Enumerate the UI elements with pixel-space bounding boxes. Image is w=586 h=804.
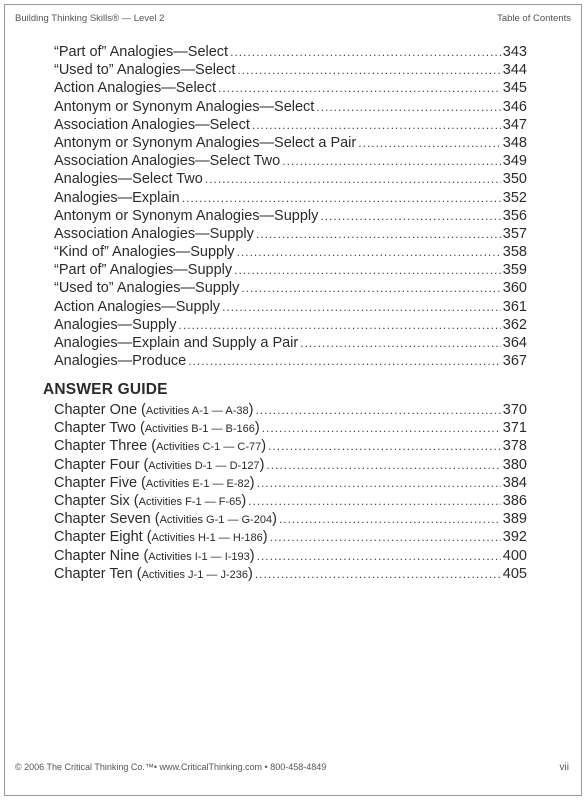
- dot-leader: [205, 170, 501, 188]
- toc-entry-title: Analogies—Explain: [54, 189, 180, 206]
- running-header: [15, 13, 571, 24]
- toc-page-number: 348: [502, 134, 527, 151]
- dot-leader: [256, 225, 501, 243]
- toc-entry-title: Antonym or Synonym Analogies—Select: [54, 98, 315, 115]
- toc-entry-title: Chapter One (Activities A-1 — A-38): [54, 402, 254, 418]
- toc-row: [54, 134, 527, 152]
- toc-page-number: 361: [502, 298, 527, 315]
- toc-row: [54, 510, 527, 528]
- toc-entry-title: Action Analogies—Select: [54, 80, 217, 97]
- toc-page-number: 359: [502, 262, 527, 279]
- toc-page-number: 349: [502, 153, 527, 170]
- toc-entry-title: Association Analogies—Select: [54, 116, 250, 133]
- toc-entry-title: Chapter Ten (Activities J-1 — J-236): [54, 565, 253, 582]
- dot-leader: [279, 510, 501, 528]
- chapter-title: Chapter Ten: [54, 565, 133, 582]
- chapter-title: Chapter Eight: [54, 529, 143, 546]
- toc-row: [54, 352, 527, 370]
- copyright-text: © 2006 The Critical Thinking Co.™• www.CriticalThinking.com • 800-458-4849: [15, 762, 327, 772]
- toc-page-number: 400: [502, 547, 527, 564]
- toc-page-number: 344: [502, 62, 527, 79]
- analogies-toc-list: [54, 43, 527, 370]
- dot-leader: [182, 189, 501, 207]
- toc-entry-title: “Used to” Analogies—Supply: [54, 280, 240, 297]
- dot-leader: [320, 207, 500, 225]
- toc-page-number: 386: [502, 492, 527, 509]
- activity-range: Activities C-1 — C-77: [156, 441, 262, 454]
- toc-entry-title: Chapter Nine (Activities I-1 — I-193): [54, 547, 255, 564]
- toc-entry-title: Antonym or Synonym Analogies—Select a Pair: [54, 134, 357, 151]
- dot-leader: [179, 316, 501, 334]
- toc-entry-title: Chapter Six (Activities F-1 — F-65): [54, 492, 247, 509]
- toc-row: [54, 316, 527, 334]
- toc-row: [54, 474, 527, 492]
- chapter-title: Chapter Five: [54, 474, 138, 491]
- toc-row: [54, 98, 527, 116]
- dot-leader: [237, 61, 500, 79]
- toc-row: [54, 170, 527, 188]
- toc-row: [54, 528, 527, 546]
- toc-entry-title: Chapter Eight (Activities H-1 — H-186): [54, 529, 268, 546]
- toc-page-number: 367: [502, 353, 527, 370]
- toc-page-number: 347: [502, 116, 527, 133]
- document-page: [4, 4, 582, 796]
- toc-entry-title: Analogies—Explain and Supply a Pair: [54, 335, 299, 351]
- activity-range: Activities B-1 — B-166: [144, 423, 255, 436]
- dot-leader: [222, 298, 501, 316]
- dot-leader: [282, 152, 501, 170]
- toc-entry-title: Analogies—Supply: [54, 316, 177, 333]
- dot-leader: [237, 243, 501, 261]
- toc-row: [54, 207, 527, 225]
- toc-entry-title: Chapter Four (Activities D-1 — D-127): [54, 456, 265, 473]
- chapter-title: Chapter Two: [54, 420, 136, 437]
- chapter-title: Chapter Seven: [54, 511, 151, 528]
- toc-page-number: 345: [502, 80, 527, 97]
- dot-leader: [358, 134, 501, 152]
- toc-page-number: 371: [502, 420, 527, 437]
- toc-page-number: 362: [502, 316, 527, 333]
- dot-leader: [257, 547, 501, 565]
- activity-range: Activities A-1 — A-38: [145, 405, 249, 417]
- toc-row: [54, 116, 527, 134]
- toc-entry-title: Association Analogies—Supply: [54, 225, 254, 242]
- activity-range: Activities H-1 — H-186: [151, 532, 263, 545]
- dot-leader: [218, 79, 501, 97]
- dot-leader: [252, 116, 501, 134]
- header-book-title: Building Thinking Skills® — Level 2: [15, 13, 165, 24]
- toc-entry-title: Association Analogies—Select Two: [54, 153, 281, 170]
- dot-leader: [300, 334, 501, 352]
- toc-page-number: 360: [502, 280, 527, 297]
- toc-row: [54, 437, 527, 455]
- toc-row: [54, 189, 527, 207]
- dot-leader: [234, 261, 501, 279]
- dot-leader: [266, 456, 500, 474]
- dot-leader: [268, 437, 501, 455]
- toc-entry-title: Analogies—Select Two: [54, 171, 203, 188]
- dot-leader: [188, 352, 501, 370]
- toc-page-number: 392: [502, 529, 527, 546]
- activity-range: Activities I-1 — I-193: [148, 550, 250, 563]
- toc-entry-title: Chapter Five (Activities E-1 — E-82): [54, 474, 255, 491]
- dot-leader: [241, 279, 500, 297]
- chapter-title: Chapter Six: [54, 492, 130, 509]
- page-number: vii: [559, 762, 569, 773]
- chapter-title: Chapter Three: [54, 438, 148, 455]
- header-section-title: Table of Contents: [497, 13, 571, 24]
- toc-page-number: 384: [502, 474, 527, 491]
- chapter-title: Chapter One: [54, 402, 138, 418]
- dot-leader: [255, 565, 501, 583]
- toc-page-number: 389: [502, 511, 527, 528]
- toc-page-number: 380: [502, 456, 527, 473]
- toc-entry-title: Chapter Seven (Activities G-1 — G-204): [54, 511, 277, 528]
- toc-page-number: 370: [502, 402, 527, 418]
- activity-range: Activities E-1 — E-82: [145, 477, 250, 490]
- toc-row: [54, 456, 527, 474]
- answer-guide-heading: ANSWER GUIDE: [43, 381, 168, 398]
- toc-page-number: 356: [502, 207, 527, 224]
- toc-page-number: 405: [502, 565, 527, 582]
- dot-leader: [257, 474, 501, 492]
- activity-range: Activities F-1 — F-65: [138, 495, 242, 508]
- toc-page-number: 358: [502, 244, 527, 261]
- toc-entry-title: “Used to” Analogies—Select: [54, 62, 236, 79]
- toc-row: [54, 419, 527, 437]
- toc-page-number: 350: [502, 171, 527, 188]
- toc-page-number: 364: [502, 335, 527, 351]
- toc-row: [54, 279, 527, 297]
- dot-leader: [255, 401, 500, 419]
- answer-guide-list: [54, 401, 527, 583]
- dot-leader: [262, 419, 501, 437]
- toc-row: [54, 492, 527, 510]
- toc-row: [54, 261, 527, 279]
- toc-row: [54, 401, 527, 419]
- toc-page-number: 352: [502, 189, 527, 206]
- toc-page-number: 343: [502, 44, 527, 60]
- page-footer: [15, 762, 569, 773]
- toc-entry-title: Antonym or Synonym Analogies—Supply: [54, 207, 319, 224]
- dot-leader: [270, 528, 501, 546]
- toc-entry-title: Chapter Two (Activities B-1 — B-166): [54, 420, 260, 437]
- toc-entry-title: “Part of” Analogies—Supply: [54, 262, 233, 279]
- toc-row: [54, 565, 527, 583]
- toc-row: [54, 152, 527, 170]
- toc-entry-title: Chapter Three (Activities C-1 — C-77): [54, 438, 267, 455]
- toc-entry-title: “Kind of” Analogies—Supply: [54, 244, 235, 261]
- toc-entry-title: Action Analogies—Supply: [54, 298, 221, 315]
- toc-row: [54, 334, 527, 352]
- toc-row: [54, 243, 527, 261]
- chapter-title: Chapter Nine: [54, 547, 140, 564]
- toc-page-number: 378: [502, 438, 527, 455]
- toc-row: [54, 547, 527, 565]
- toc-entry-title: Analogies—Produce: [54, 353, 187, 370]
- toc-row: [54, 43, 527, 61]
- toc-row: [54, 61, 527, 79]
- toc-row: [54, 298, 527, 316]
- activity-range: Activities D-1 — D-127: [148, 459, 260, 472]
- toc-row: [54, 79, 527, 97]
- toc-page-number: 357: [502, 225, 527, 242]
- toc-page-number: 346: [502, 98, 527, 115]
- toc-row: [54, 225, 527, 243]
- chapter-title: Chapter Four: [54, 456, 140, 473]
- dot-leader: [248, 492, 501, 510]
- activity-range: Activities G-1 — G-204: [159, 514, 273, 527]
- activity-range: Activities J-1 — J-236: [141, 568, 248, 581]
- dot-leader: [230, 43, 501, 61]
- toc-entry-title: “Part of” Analogies—Select: [54, 44, 229, 60]
- dot-leader: [316, 98, 500, 116]
